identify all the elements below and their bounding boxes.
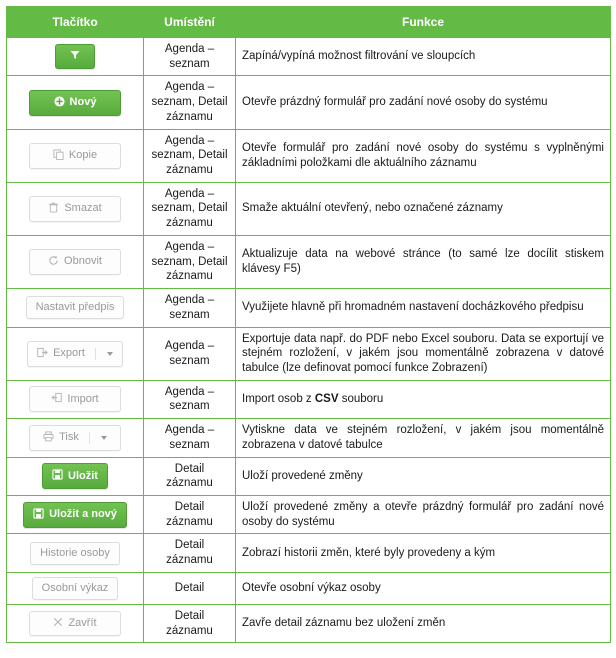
button-cell: [7, 572, 144, 604]
person-history-button[interactable]: [30, 542, 120, 565]
trash-icon: [48, 202, 59, 216]
function-cell: Otevře formulář pro zadání nové osoby do systému s vyplněnými základními položkami dle aktuálního záznamu: [236, 129, 611, 182]
function-text-part1: Import osob z: [242, 393, 315, 406]
column-header-function: Funkce: [236, 7, 611, 38]
function-text-part2: souboru: [338, 393, 384, 406]
table-row: [7, 289, 611, 327]
table-row: [7, 327, 611, 380]
chevron-down-icon[interactable]: [107, 352, 113, 356]
button-cell: [7, 534, 144, 572]
filter-button[interactable]: [55, 44, 95, 69]
printer-icon: [43, 431, 54, 445]
button-label: Nový: [69, 96, 97, 109]
refresh-button[interactable]: [29, 249, 121, 275]
save-icon: [52, 469, 63, 483]
location-cell: Detail záznamu: [144, 534, 236, 572]
table-row: [7, 419, 611, 457]
table-row: [7, 495, 611, 533]
function-text-emphasis: CSV: [314, 393, 339, 406]
function-cell: Aktualizuje data na webové stránce (to samé lze docílit stiskem klávesy F5): [236, 235, 611, 288]
filter-icon: [70, 50, 80, 63]
button-cell: [7, 76, 144, 129]
table-row: [7, 76, 611, 129]
button-label: Uložit a nový: [49, 508, 117, 521]
location-cell: Agenda – seznam: [144, 38, 236, 76]
button-label: Import: [67, 392, 99, 405]
close-icon: [53, 617, 63, 630]
export-icon: [37, 347, 48, 361]
button-label: Kopie: [68, 149, 98, 162]
location-cell: Agenda – seznam, Detail záznamu: [144, 129, 236, 182]
button-label: Osobní výkaz: [41, 581, 109, 594]
button-label: Historie osoby: [40, 546, 110, 559]
table-row: [7, 380, 611, 418]
divider: [89, 432, 90, 444]
table-row: [7, 604, 611, 642]
function-cell: Vytiskne data ve stejném rozložení, v jakém jsou momentálně zobrazena v datové tabulce: [236, 419, 611, 457]
close-button[interactable]: [29, 611, 121, 636]
location-cell: Detail záznamu: [144, 495, 236, 533]
copy-button[interactable]: [29, 143, 121, 169]
button-label: Obnovit: [64, 255, 102, 268]
function-cell: Otevře osobní výkaz osoby: [236, 572, 611, 604]
function-cell: Otevře prázdný formulář pro zadání nové osoby do systému: [236, 76, 611, 129]
button-cell: [7, 182, 144, 235]
copy-icon: [53, 149, 64, 163]
chevron-down-icon[interactable]: [101, 436, 107, 440]
function-cell: [236, 380, 611, 418]
location-cell: Agenda – seznam: [144, 380, 236, 418]
location-cell: Agenda – seznam: [144, 419, 236, 457]
location-cell: Agenda – seznam, Detail záznamu: [144, 76, 236, 129]
table-header-row: [7, 7, 611, 38]
refresh-icon: [48, 255, 59, 269]
function-cell: Smaže aktuální otevřený, nebo označené záznamy: [236, 182, 611, 235]
button-cell: [7, 289, 144, 327]
import-button[interactable]: [29, 386, 121, 412]
location-cell: Agenda – seznam, Detail záznamu: [144, 182, 236, 235]
button-cell: [7, 38, 144, 76]
button-cell: [7, 129, 144, 182]
save-icon: [33, 508, 44, 522]
save-and-new-button[interactable]: [23, 502, 127, 528]
button-cell: [7, 457, 144, 495]
button-reference-table: [6, 6, 611, 643]
location-cell: Agenda – seznam: [144, 289, 236, 327]
table-row: [7, 129, 611, 182]
delete-button[interactable]: [29, 196, 121, 222]
table-body: [7, 38, 611, 643]
function-cell: Zavře detail záznamu bez uložení změn: [236, 604, 611, 642]
location-cell: Agenda – seznam, Detail záznamu: [144, 235, 236, 288]
button-cell: [7, 419, 144, 457]
table-row: [7, 457, 611, 495]
table-row: [7, 572, 611, 604]
table-row: [7, 235, 611, 288]
function-cell: Zobrazí historii změn, které byly provedeny a kým: [236, 534, 611, 572]
button-cell: [7, 327, 144, 380]
button-label: Nastavit předpis: [35, 301, 115, 314]
personal-report-button[interactable]: [32, 577, 119, 600]
print-button[interactable]: [29, 425, 121, 451]
function-cell: Zapíná/vypíná možnost filtrování ve sloupcích: [236, 38, 611, 76]
button-label: Zavřít: [68, 617, 97, 630]
button-label: Export: [53, 347, 85, 360]
export-button[interactable]: [27, 341, 123, 367]
location-cell: Agenda – seznam: [144, 327, 236, 380]
button-label: Tisk: [59, 431, 79, 444]
location-cell: Detail: [144, 572, 236, 604]
divider: [95, 348, 96, 360]
button-cell: [7, 495, 144, 533]
table-row: [7, 182, 611, 235]
import-icon: [51, 392, 62, 406]
button-cell: [7, 235, 144, 288]
column-header-location: Umístění: [144, 7, 236, 38]
set-prescription-button[interactable]: [26, 296, 125, 319]
table-row: [7, 534, 611, 572]
new-button[interactable]: [29, 90, 121, 116]
location-cell: Detail záznamu: [144, 457, 236, 495]
function-cell: Uloží provedené změny: [236, 457, 611, 495]
button-label: Smazat: [64, 202, 102, 215]
function-cell: Exportuje data např. do PDF nebo Excel souboru. Data se exportují ve stejném rozložení, v jakém jsou momentálně zobrazena v datové tabulce (lze definovat pomocí funkce Zobrazení): [236, 327, 611, 380]
button-label: Uložit: [68, 469, 98, 482]
location-cell: Detail záznamu: [144, 604, 236, 642]
function-cell: Uloží provedené změny a otevře prázdný formulář pro zadání nové osoby do systému: [236, 495, 611, 533]
button-cell: [7, 380, 144, 418]
save-button[interactable]: [42, 463, 108, 489]
function-cell: Využijete hlavně při hromadném nastavení docházkového předpisu: [236, 289, 611, 327]
button-cell: [7, 604, 144, 642]
table-row: [7, 38, 611, 76]
column-header-button: Tlačítko: [7, 7, 144, 38]
plus-circle-icon: [54, 96, 65, 110]
